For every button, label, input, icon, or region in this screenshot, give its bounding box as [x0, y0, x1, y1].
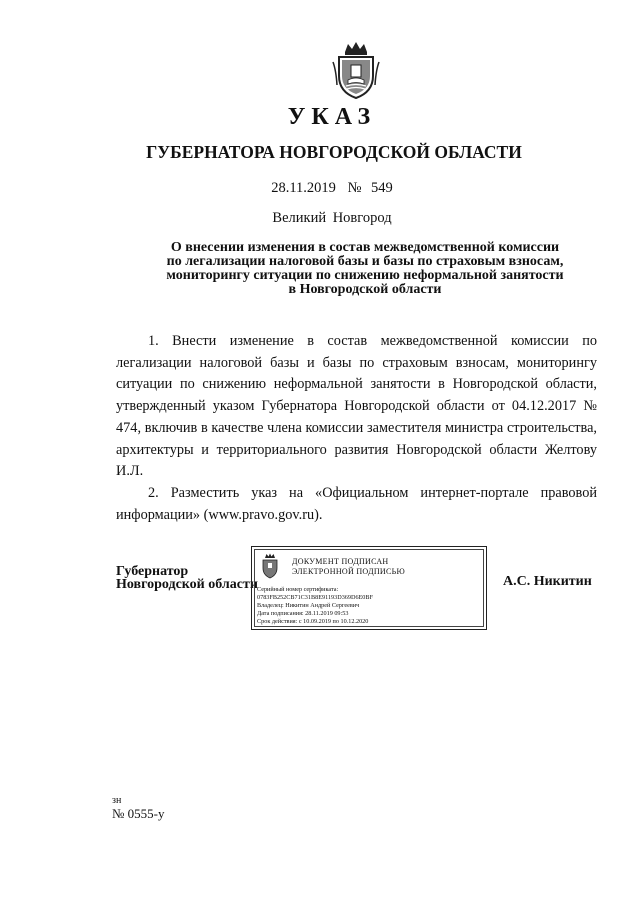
paragraph-2: 2. Разместить указ на «Официальном интернет-портале правовой информации» (www.pravo.gov.ru). [116, 484, 597, 523]
paragraph-1: 1. Внести изменение в состав межведомственной комиссии по легализации налоговой базы и базы по страховым взносам, мониторингу ситуации по снижению неформальной занятости в Новгородской области, утвержденный указом Губернатора Новгородской области от 04.12.2017 № 474, включив в качестве члена комиссии заместителя министра строительства, архитектуры и территориального развития Новгородской области Желтову И.Л. [116, 333, 597, 480]
stamp-title [292, 557, 405, 577]
electronic-signature-stamp [251, 546, 487, 630]
stamp-emblem-icon [259, 553, 281, 579]
stamp-title-line: ДОКУМЕНТ ПОДПИСАН [292, 557, 389, 566]
heading-line: по легализации налоговой базы и базы по страховым взносам, [166, 254, 564, 269]
position-line-2: Новгородской области [116, 577, 258, 592]
stamp-signed-date: Дата подписания: 28.11.2019 09:53 [257, 610, 349, 617]
coat-of-arms-emblem [331, 40, 381, 102]
document-number: 549 [371, 180, 393, 196]
issuer-title: ГУБЕРНАТОРА НОВГОРОДСКОЙ ОБЛАСТИ [146, 142, 522, 162]
heading-line: мониторингу ситуации по снижению неформальной занятости [166, 268, 564, 283]
document-body [116, 331, 597, 526]
stamp-cert-number: 0783FB252CB71C31B8E91193D369D6E0BF [257, 594, 373, 601]
signatory-name: А.С. Никитин [503, 574, 592, 589]
document-heading [130, 241, 600, 297]
number-sign: № [347, 180, 362, 196]
stamp-cert-label: Серийный номер сертификата: [257, 586, 339, 593]
stamp-title-line: ЭЛЕКТРОННОЙ ПОДПИСЬЮ [292, 567, 406, 576]
date-number-line [0, 180, 640, 197]
document-footer [112, 794, 164, 820]
document-date: 28.11.2019 [271, 180, 336, 196]
heading-line: О внесении изменения в состав межведомственной комиссии [170, 240, 560, 255]
registration-number: № 0555-у [112, 806, 165, 821]
position-line-1: Губернатор [116, 564, 189, 579]
stamp-validity: Срок действия: с 10.09.2019 по 10.12.2020 [257, 618, 369, 625]
document-title: УКАЗ [287, 104, 377, 130]
executor-initials: зн [112, 795, 122, 806]
stamp-owner: Владелец: Никитин Андрей Сергеевич [257, 602, 360, 609]
heading-line: в Новгородской области [288, 282, 442, 297]
signatory-position [116, 565, 258, 591]
city-line: Великий Новгород [272, 210, 392, 226]
